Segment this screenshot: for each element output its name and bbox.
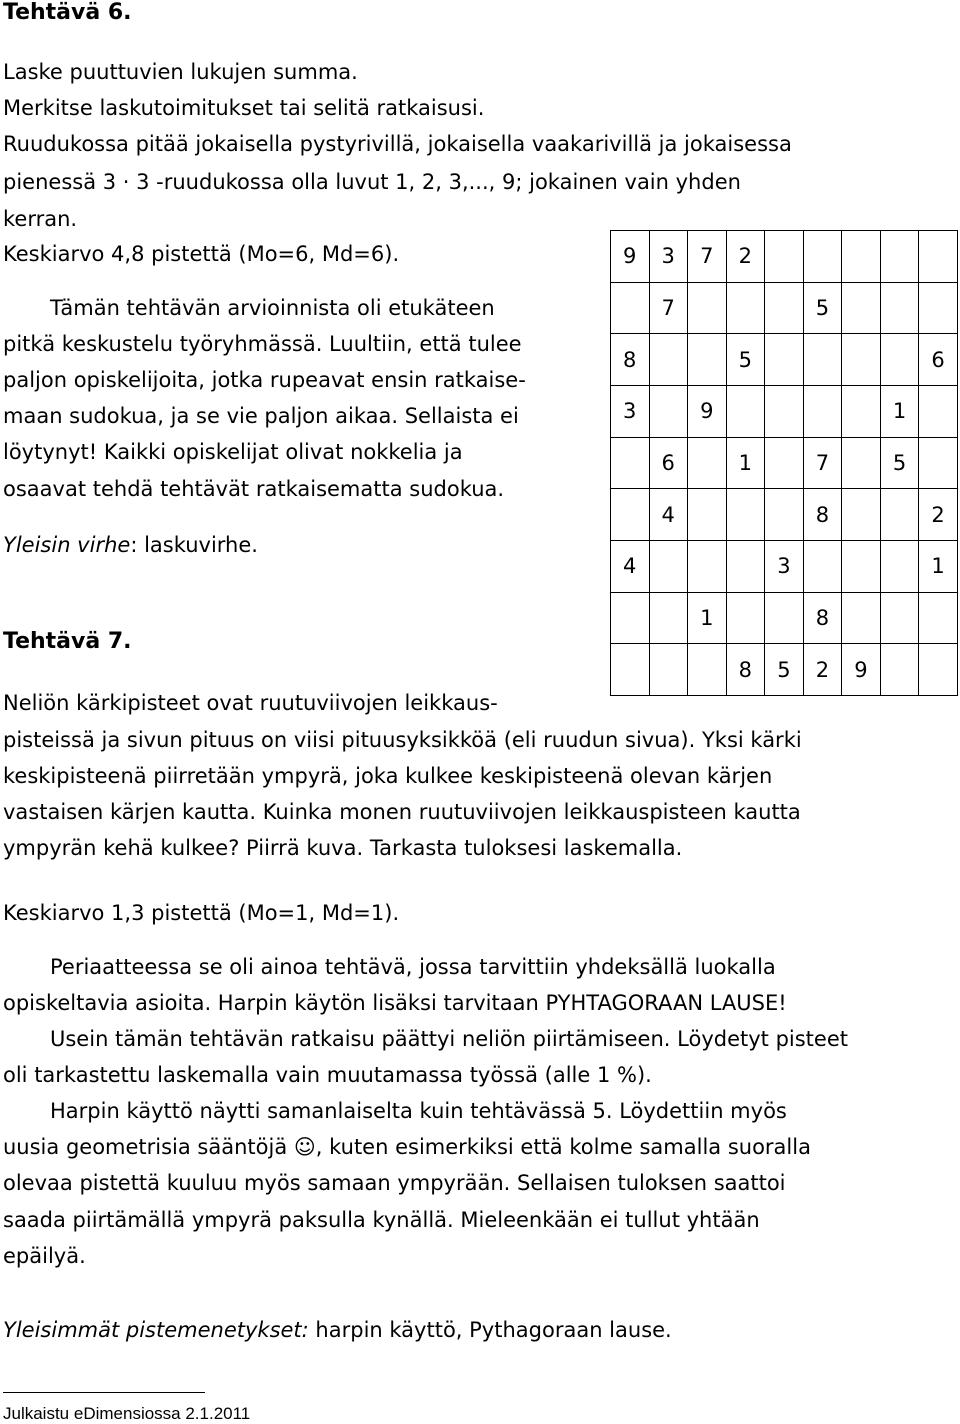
sudoku-cell: [880, 489, 919, 541]
sudoku-cell: [842, 385, 881, 437]
sudoku-cell: [842, 489, 881, 541]
sudoku-cell: 5: [726, 334, 765, 386]
sudoku-cell: [765, 385, 804, 437]
sudoku-cell: [803, 231, 842, 283]
task6-line-4: pienessä 3 · 3 -ruudukossa olla luvut 1, 2, 3,..., 9; jokainen vain yhden: [3, 170, 741, 194]
sudoku-cell: [688, 644, 727, 696]
sudoku-cell: [726, 385, 765, 437]
sudoku-cell: 1: [919, 540, 958, 592]
sudoku-row: [611, 489, 958, 541]
sudoku-cell: [765, 489, 804, 541]
sudoku-cell: 3: [765, 540, 804, 592]
sudoku-cell: [880, 540, 919, 592]
sudoku-row: [611, 437, 958, 489]
sudoku-cell: [688, 489, 727, 541]
common-error-label: Yleisin virhe: [3, 533, 131, 557]
sudoku-cell: [880, 334, 919, 386]
sudoku-cell: [880, 592, 919, 644]
task7-line-5: ympyrän kehä kulkee? Piirrä kuva. Tarkasta tuloksesi laskemalla.: [3, 836, 683, 860]
sudoku-cell: 9: [611, 231, 650, 283]
sudoku-cell: [842, 334, 881, 386]
task6-line-3-text: Ruudukossa pitää jokaisella pystyrivillä, jokaisella vaakarivillä ja jokaisessa: [3, 132, 792, 156]
sudoku-cell: [611, 282, 650, 334]
task6-score: Keskiarvo 4,8 pistettä (Mo=6, Md=6).: [3, 242, 400, 266]
task7-para3-line-3: olevaa pistettä kuuluu myös samaan ympyrään. Sellaisen tuloksen saattoi: [3, 1171, 786, 1195]
task7-para2-line-2: oli tarkastettu laskemalla vain muutamassa työssä (alle 1 %).: [3, 1063, 652, 1087]
sudoku-cell: 6: [919, 334, 958, 386]
sudoku-row: [611, 385, 958, 437]
sudoku-cell: 4: [649, 489, 688, 541]
sudoku-cell: [803, 540, 842, 592]
sudoku-cell: 7: [688, 231, 727, 283]
sudoku-cell: [765, 231, 804, 283]
task6-discussion-6: osaavat tehdä tehtävät ratkaisematta sudokua.: [3, 477, 505, 501]
sudoku-cell: 8: [726, 644, 765, 696]
sudoku-row: [611, 592, 958, 644]
sudoku-cell: [688, 334, 727, 386]
sudoku-cell: 1: [880, 385, 919, 437]
sudoku-cell: [649, 592, 688, 644]
task7-para3-line-4: saada piirtämällä ympyrä paksulla kynällä. Mieleenkään ei tullut yhtään: [3, 1208, 760, 1232]
sudoku-cell: [842, 592, 881, 644]
sudoku-cell: [765, 592, 804, 644]
task6-discussion-2: pitkä keskustelu työryhmässä. Luultiin, että tulee: [3, 332, 522, 356]
sudoku-cell: 8: [803, 592, 842, 644]
sudoku-cell: 5: [765, 644, 804, 696]
sudoku-cell: [649, 540, 688, 592]
common-error-value: : laskuvirhe.: [130, 533, 258, 557]
task6-line-1: Laske puuttuvien lukujen summa.: [3, 60, 358, 84]
sudoku-cell: 1: [688, 592, 727, 644]
task7-para3-line-1: Harpin käyttö näytti samanlaiselta kuin tehtävässä 5. Löydettiin myös: [50, 1099, 787, 1123]
sudoku-cell: [919, 592, 958, 644]
sudoku-cell: 2: [726, 231, 765, 283]
sudoku-cell: 9: [842, 644, 881, 696]
sudoku-cell: [688, 437, 727, 489]
sudoku-cell: [765, 437, 804, 489]
sudoku-cell: 9: [688, 385, 727, 437]
sudoku-cell: [611, 644, 650, 696]
task7-line-3: keskipisteenä piirretään ympyrä, joka kulkee keskipisteenä olevan kärjen: [3, 764, 773, 788]
task6-discussion-5: löytynyt! Kaikki opiskelijat olivat nokkelia ja: [3, 440, 463, 464]
sudoku-cell: 1: [726, 437, 765, 489]
sudoku-cell: 3: [611, 385, 650, 437]
task7-score: Keskiarvo 1,3 pistettä (Mo=1, Md=1).: [3, 901, 400, 925]
common-losses-label: Yleisimmät pistemenetykset:: [3, 1318, 309, 1342]
sudoku-cell: [919, 437, 958, 489]
sudoku-cell: 7: [649, 282, 688, 334]
sudoku-cell: [803, 334, 842, 386]
task7-line-4: vastaisen kärjen kautta. Kuinka monen ruutuviivojen leikkauspisteen kautta: [3, 800, 801, 824]
sudoku-cell: [611, 489, 650, 541]
sudoku-cell: 2: [919, 489, 958, 541]
sudoku-cell: 4: [611, 540, 650, 592]
common-losses-value: harpin käyttö, Pythagoraan lause.: [308, 1318, 672, 1342]
sudoku-cell: [919, 644, 958, 696]
task6-common-error: [3, 535, 258, 556]
footer-published: Julkaistu eDimensiossa 2.1.2011: [3, 1404, 251, 1423]
task6-discussion-1: Tämän tehtävän arvioinnista oli etukäteen: [50, 296, 495, 320]
sudoku-cell: [726, 489, 765, 541]
footer-rule: [3, 1392, 205, 1393]
sudoku-row: [611, 231, 958, 283]
sudoku-cell: [765, 334, 804, 386]
sudoku-cell: [611, 592, 650, 644]
sudoku-cell: [842, 437, 881, 489]
sudoku-cell: [726, 592, 765, 644]
task6-heading: Tehtävä 6.: [3, 0, 132, 25]
sudoku-cell: 7: [803, 437, 842, 489]
sudoku-cell: [803, 385, 842, 437]
sudoku-cell: [688, 282, 727, 334]
sudoku-cell: 5: [880, 437, 919, 489]
sudoku-cell: [649, 385, 688, 437]
sudoku-row: [611, 282, 958, 334]
task7-para2-line-1: Usein tämän tehtävän ratkaisu päättyi neliön piirtämiseen. Löydetyt pisteet: [50, 1027, 848, 1051]
sudoku-cell: [726, 540, 765, 592]
sudoku-cell: [880, 282, 919, 334]
task7-line-2: pisteissä ja sivun pituus on viisi pituusyksikköä (eli ruudun sivua). Yksi kärki: [3, 728, 802, 752]
sudoku-cell: 2: [803, 644, 842, 696]
sudoku-cell: [726, 282, 765, 334]
task7-heading: Tehtävä 7.: [3, 629, 132, 654]
sudoku-cell: [880, 231, 919, 283]
task7-para1-line-2: opiskeltavia asioita. Harpin käytön lisäksi tarvitaan PYHTAGORAAN LAUSE!: [3, 991, 787, 1015]
sudoku-cell: [842, 231, 881, 283]
sudoku-row: [611, 540, 958, 592]
sudoku-row: [611, 644, 958, 696]
sudoku-cell: 8: [611, 334, 650, 386]
task7-para3-line-5: epäilyä.: [3, 1244, 86, 1268]
sudoku-cell: [919, 282, 958, 334]
sudoku-cell: [919, 385, 958, 437]
task7-common-losses: [3, 1320, 672, 1341]
task6-discussion-4: maan sudokua, ja se vie paljon aikaa. Sellaista ei: [3, 404, 519, 428]
sudoku-grid: [610, 230, 958, 696]
sudoku-cell: [649, 644, 688, 696]
task7-line-1: Neliön kärkipisteet ovat ruutuviivojen leikkaus-: [3, 691, 498, 715]
sudoku-cell: [765, 282, 804, 334]
sudoku-cell: [688, 540, 727, 592]
sudoku-cell: [842, 540, 881, 592]
sudoku-cell: 6: [649, 437, 688, 489]
task6-line-3: [3, 134, 955, 155]
sudoku-cell: [880, 644, 919, 696]
task6-line-2: Merkitse laskutoimitukset tai selitä ratkaisusi.: [3, 96, 485, 120]
sudoku-cell: [842, 282, 881, 334]
sudoku-cell: [649, 334, 688, 386]
sudoku-cell: 3: [649, 231, 688, 283]
sudoku-cell: [611, 437, 650, 489]
task7-para1-line-1: Periaatteessa se oli ainoa tehtävä, jossa tarvittiin yhdeksällä luokalla: [50, 955, 776, 979]
task7-para3-line-2: uusia geometrisia sääntöjä ☺, kuten esimerkiksi että kolme samalla suoralla: [3, 1135, 811, 1159]
sudoku-cell: 5: [803, 282, 842, 334]
task6-line-5: kerran.: [3, 207, 78, 231]
sudoku-row: [611, 334, 958, 386]
task6-discussion-3: paljon opiskelijoita, jotka rupeavat ensin ratkaise-: [3, 368, 526, 392]
sudoku-cell: [919, 231, 958, 283]
sudoku-cell: 8: [803, 489, 842, 541]
